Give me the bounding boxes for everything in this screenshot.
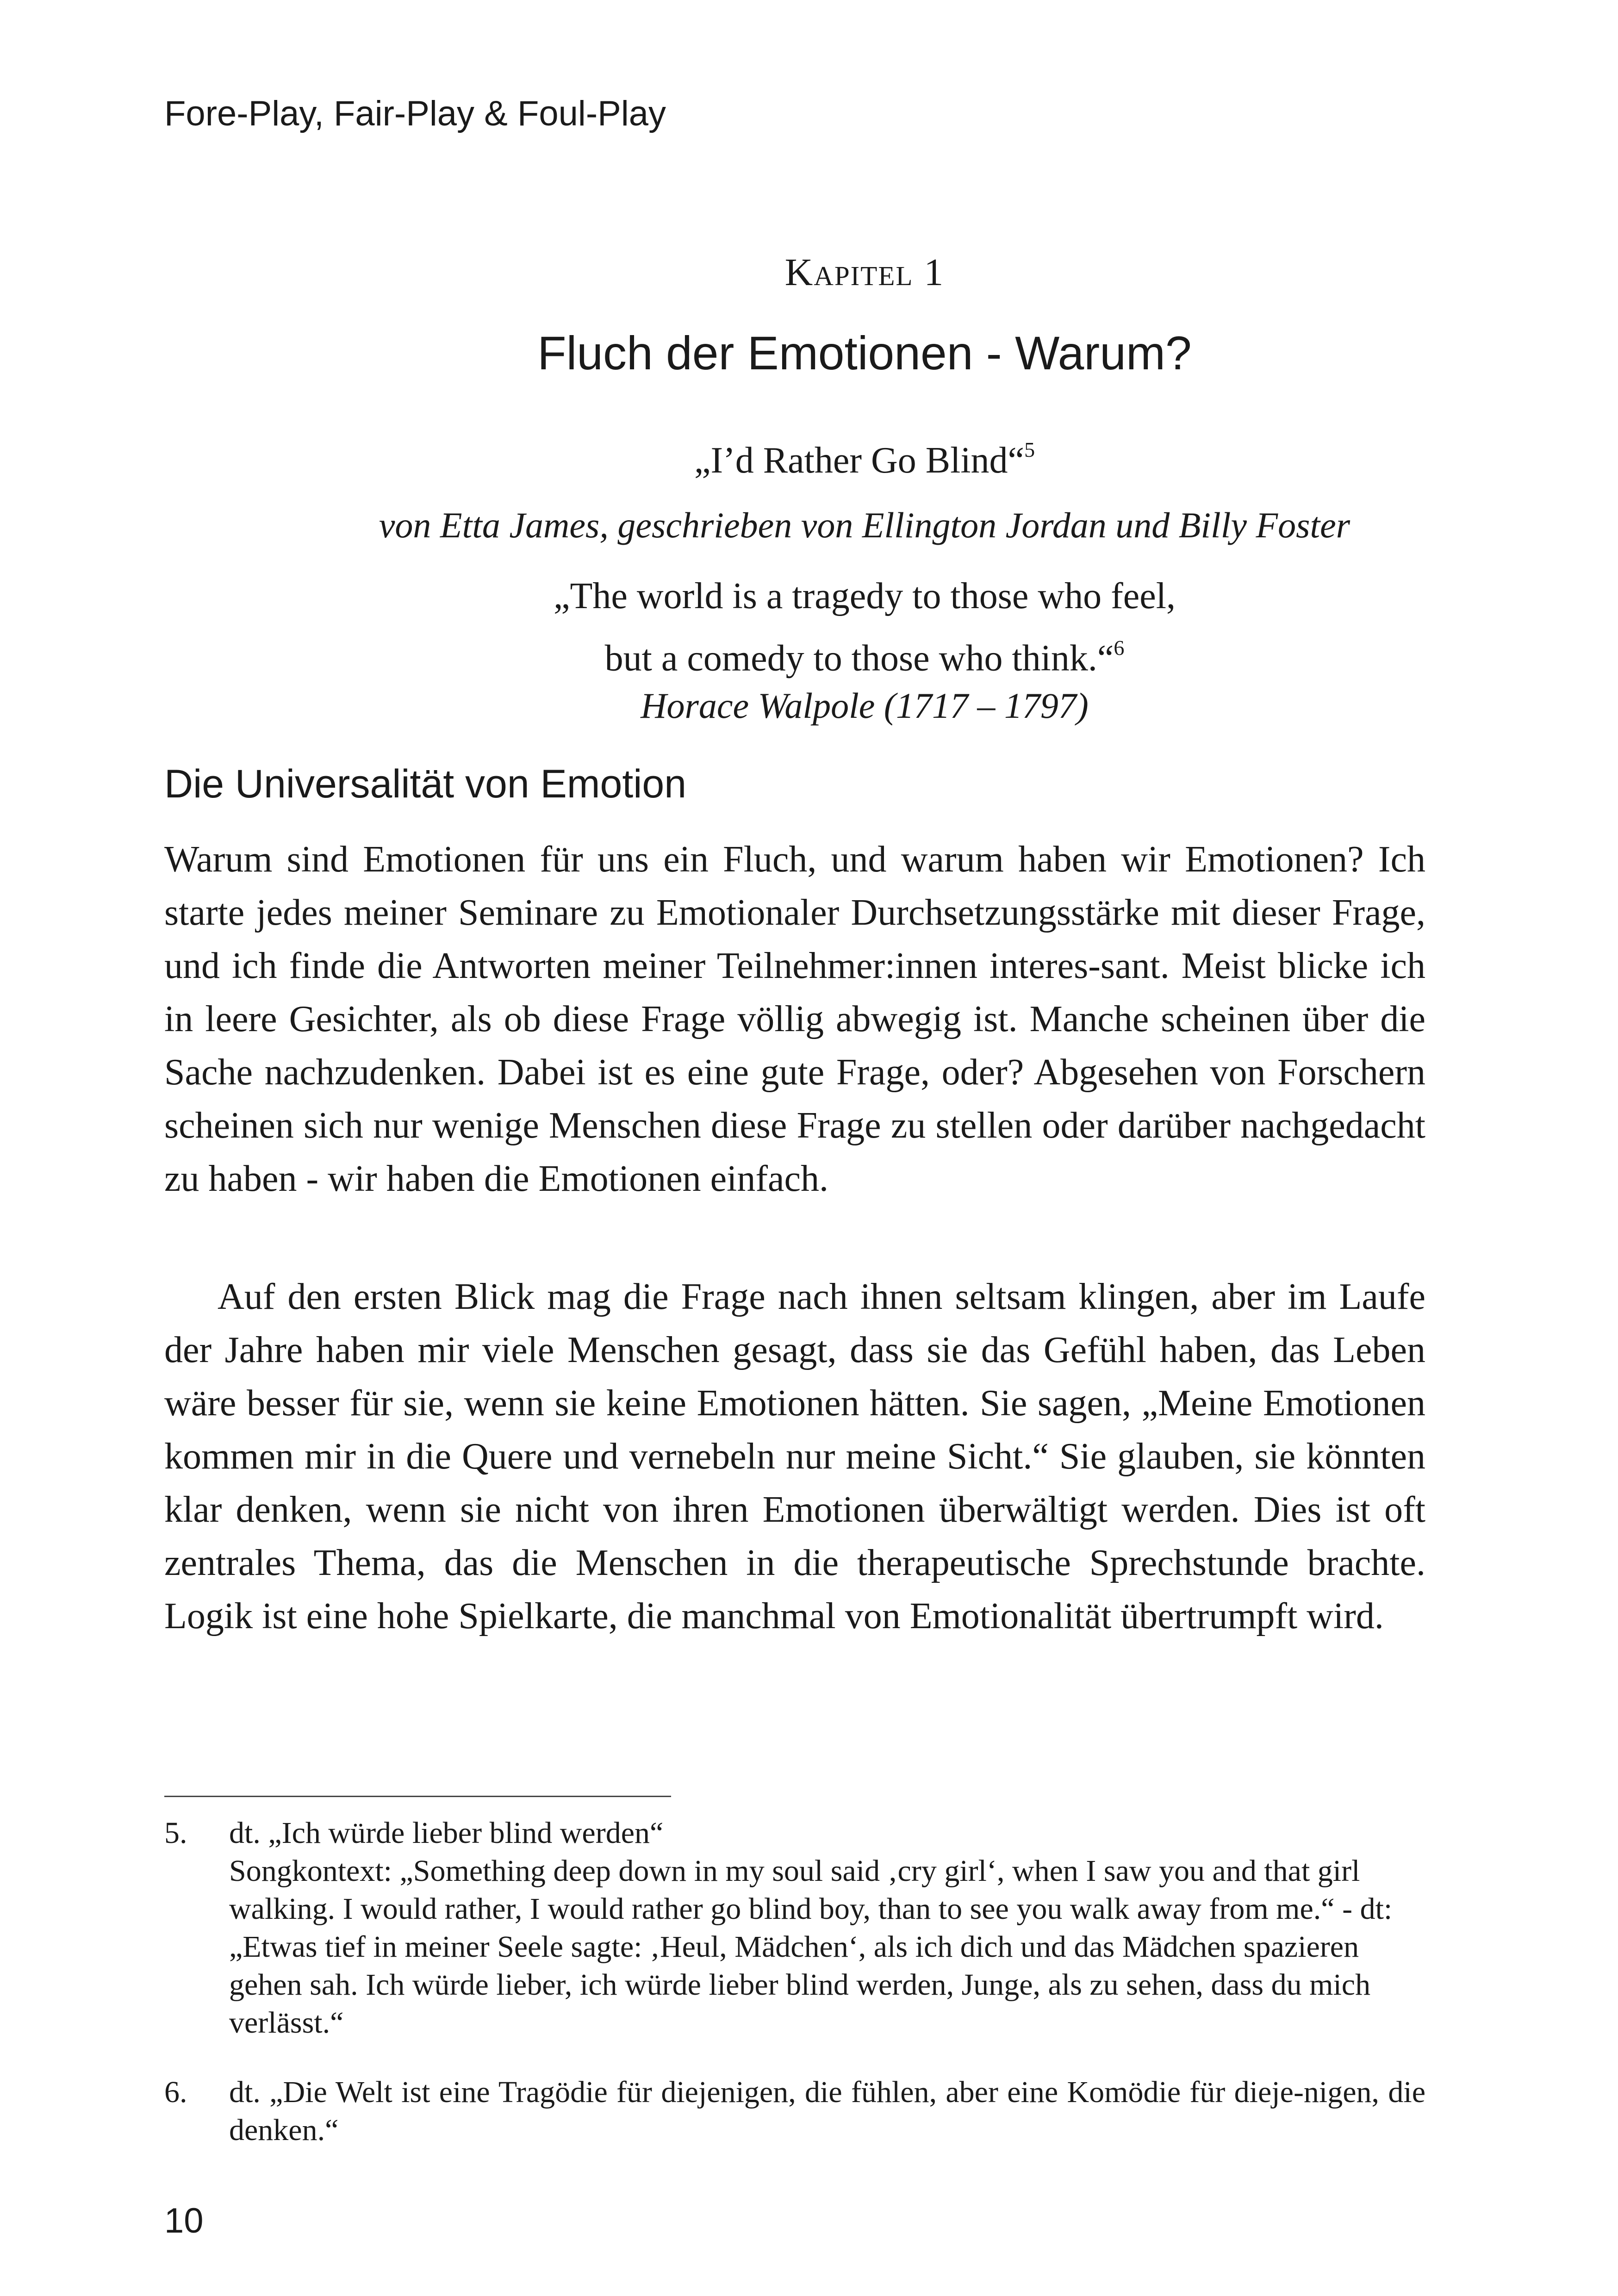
footnote-ref-5[interactable]: 5 (1024, 438, 1035, 462)
footnote-number: 5. (164, 1816, 187, 1850)
footnote-ref-6[interactable]: 6 (1114, 636, 1125, 660)
epigraph-author: Horace Walpole (1717 – 1797) (641, 685, 1089, 726)
paragraph-2: Auf den ersten Blick mag die Frage nach ihnen seltsam klingen, aber im Laufe der Jahre haben mir viele Menschen gesagt, dass sie das Gefühl haben, das Leben wäre besser für sie, wenn sie keine Emotionen hätten. Sie sagen, „Meine Emotionen kommen mir in die Quere und vernebeln nur meine Sicht.“ Sie glauben, sie könnten klar denken, wenn sie nicht von ihren Emotionen überwältigt werden. Dies ist oft zentrales Thema, das die Menschen in die therapeutische Sprechstunde brachte. Logik ist eine hohe Spielkarte, die manchmal von Emotionalität übertrumpft wird. (164, 1276, 1425, 1636)
page-number: 10 (164, 2201, 204, 2240)
footnote-translation: dt. „Die Welt ist eine Tragödie für diejenigen, die fühlen, aber eine Komödie für dieje-nigen, die denken.“ (229, 2075, 1425, 2147)
epigraph-credit: von Etta James, geschrieben von Ellington Jordan und Billy Foster (379, 505, 1350, 545)
epigraph-song-title: „I’d Rather Go Blind“ (694, 440, 1025, 481)
footnote-translation: dt. „Ich würde lieber blind werden“ (229, 1816, 664, 1850)
chapter-title: Fluch der Emotionen - Warum? (537, 327, 1192, 380)
epigraph-quote (0, 569, 1618, 686)
running-header: Fore-Play, Fair-Play & Foul-Play (164, 94, 666, 133)
section-heading: Die Universalität von Emotion (164, 762, 687, 806)
footnote-5 (164, 1814, 1425, 2042)
footnote-song-context: Songkontext: „Something deep down in my soul said ‚cry girl‘, when I saw you and that girl walking. I would rather, I would rather go blind boy, than to see you walk away from me.“ - dt: „Etwas tief in meiner Seele sagte: ‚Heul, Mädchen‘, als ich dich und das Mädchen spazieren gehen sah. Ich würde lieber, ich würde lieber blind werden, Junge, als zu sehen, dass du mich verlässt.“ (229, 1854, 1393, 2040)
chapter-label: Kapitel 1 (784, 251, 945, 294)
epigraph-song (0, 440, 1618, 482)
paragraph-1: Warum sind Emotionen für uns ein Fluch, und warum haben wir Emotionen? Ich starte jedes meiner Seminare zu Emotionaler Durchsetzungsstärke mit dieser Frage, und ich finde die Antworten meiner Teilnehmer:innen interes-sant. Meist blicke ich in leere Gesichter, als ob diese Frage völlig abwegig ist. Manche scheinen über die Sache nachzudenken. Dabei ist es eine gute Frage, oder? Abgesehen von Forschern scheinen sich nur wenige Menschen diese Frage zu stellen oder darüber nachgedacht zu haben - wir haben die Emotionen einfach. (164, 839, 1425, 1199)
footnote-6 (164, 2073, 1425, 2149)
epigraph-quote-line2: but a comedy to those who think.“ (604, 638, 1114, 679)
footnote-number: 6. (164, 2075, 187, 2109)
epigraph-quote-line1: „The world is a tragedy to those who feel, (553, 576, 1176, 616)
footnote-separator (164, 1796, 671, 1797)
